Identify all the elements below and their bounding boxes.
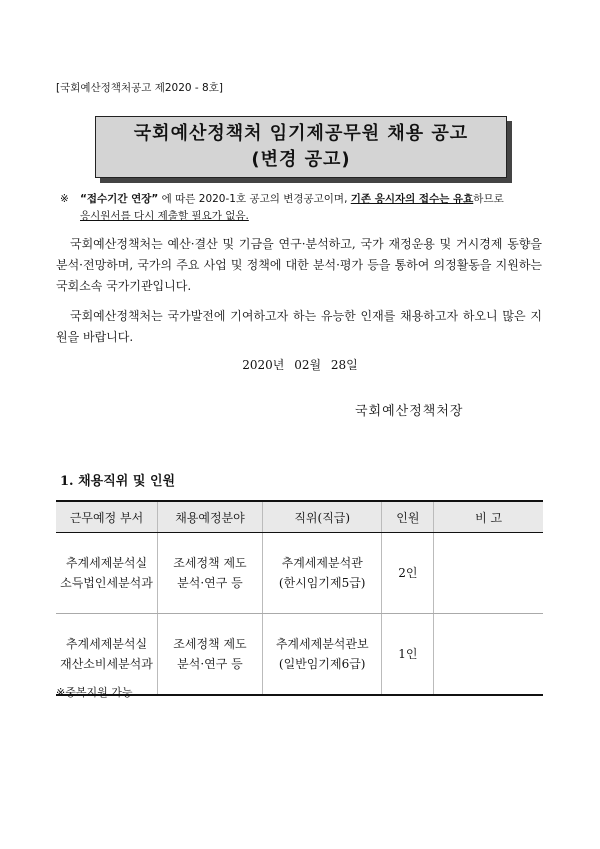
note-text-a: 에 따른 2020-1호 공고의 변경공고이며, (158, 193, 351, 205)
positions-table (56, 500, 543, 696)
note-text-b: 하므로 (473, 193, 504, 205)
page-title: 국회예산정책처 임기제공무원 채용 공고 (133, 123, 469, 144)
cell-remark (434, 614, 543, 696)
cell-position: 추계세제분석관 (한시임기제5급) (262, 533, 382, 614)
cell-count: 1인 (382, 614, 434, 696)
note-line2: 응시원서를 다시 제출할 필요가 없음. (80, 210, 249, 222)
intro-paragraph: 국회예산정책처는 예산·결산 및 기금을 연구·분석하고, 국가 재정운용 및 거시경제 동향을 분석·전망하며, 국가의 주요 사업 및 정책에 대한 분석·평가 등을 통하여 의정활동을 지원하는 국회소속 국가기관입니다. (56, 237, 542, 293)
notice-date: 2020년 02월 28일 (242, 358, 358, 372)
header-dept: 근무예정 부서 (56, 501, 158, 533)
cell-dept: 추계세제분석실 재산소비세분석과 (56, 614, 158, 696)
table-header-row (56, 501, 543, 533)
title-box (95, 116, 507, 178)
cell-position: 추계세제분석관보 (일반임기제6급) (262, 614, 382, 696)
page-subtitle: (변경 공고) (251, 149, 351, 170)
notice-note (56, 191, 556, 225)
cell-field: 조세정책 제도 분석·연구 등 (158, 533, 263, 614)
header-count: 인원 (382, 501, 434, 533)
note-mark: ※ (60, 193, 69, 205)
table-row (56, 614, 543, 696)
table-row (56, 533, 543, 614)
cell-field: 조세정책 제도 분석·연구 등 (158, 614, 263, 696)
notice-number: [국회예산정책처공고 제2020 - 8호] (56, 82, 223, 94)
header-field: 채용예정분야 (158, 501, 263, 533)
header-remark: 비 고 (434, 501, 543, 533)
header-position: 직위(직급) (262, 501, 382, 533)
note-emphasis-period: “접수기간 연장” (80, 193, 159, 205)
organization-name: 국회예산정책처장 (355, 404, 464, 419)
cell-remark (434, 533, 543, 614)
note-emphasis-valid: 기존 응시자의 접수는 유효 (350, 193, 474, 205)
invitation-paragraph: 국회예산정책처는 국가발전에 기여하고자 하는 유능한 인재를 채용하고자 하오니 많은 지원을 바랍니다. (56, 309, 542, 344)
footnote: ※중복지원 가능 (56, 686, 133, 699)
cell-count: 2인 (382, 533, 434, 614)
cell-dept: 추계세제분석실 소득법인세분석과 (56, 533, 158, 614)
section-title: 1. 채용직위 및 인원 (60, 474, 176, 489)
